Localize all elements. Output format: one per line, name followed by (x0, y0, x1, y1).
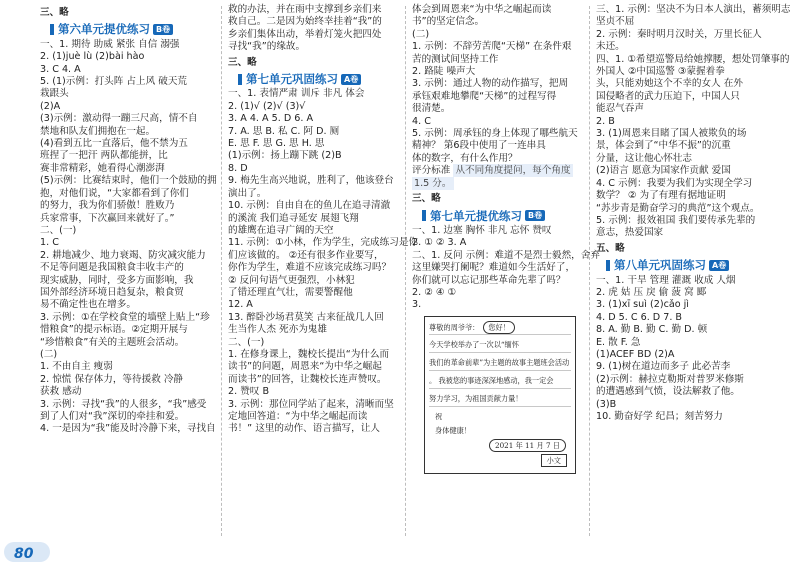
answer-text: “苏步青是勤奋学习的典范”这个观点。 (596, 202, 760, 214)
answer-text: 不足等问题是我国粮食丰收丰产的 (40, 262, 184, 274)
answer-line (596, 91, 768, 103)
answer-line (40, 374, 214, 386)
answer-text: 而读书”的回答，让魏校长连声赞叹。 (228, 373, 387, 385)
answer-text: “珍惜粮食”有关的主题班会活动。 (40, 336, 185, 348)
answer-line (412, 78, 582, 90)
answer-text: 体的数字，有什么作用？ (412, 152, 518, 164)
answer-text: 景，体会到了“中华不振”的沉重 (596, 140, 731, 152)
answer-text: 1. 在修身课上，魏校长提出“为什么而 (228, 348, 390, 360)
answer-text: 的努力，我为你们骄傲！胜败乃 (40, 200, 175, 212)
answer-line (40, 275, 214, 287)
answer-line (40, 126, 214, 138)
answer-text: 班捏了一把汗 两队都能拼，比 (40, 150, 168, 162)
answer-text: 救自己。二是因为始终幸挂着“我”的 (228, 16, 382, 28)
answer-line (596, 374, 768, 386)
answer-text: 五、略 (596, 242, 625, 254)
answer-text: 的溪流 我们追寻延安 展翅飞翔 (228, 212, 359, 224)
answer-line (228, 150, 398, 162)
answer-text: 3. 示例：寻找“我”的人很多，“我”感受 (40, 398, 207, 410)
answer-text: 2. 虎 姑 压 戾 偷 菠 窝 郾 (596, 286, 707, 298)
answer-text: (1)ACEF BD (2)A (596, 348, 675, 360)
answer-text: 你们就可以忘记那些革命先辈了吗？ (412, 274, 566, 286)
letter-greeting-row (429, 321, 571, 335)
answer-text: 一、1. 期待 助威 紧张 自信 溺强 (40, 38, 180, 50)
answer-text: 二、1. 反问 示例：难道不是烈士毅然，舍弃 (412, 249, 600, 261)
answer-line (412, 41, 582, 53)
answer-line (228, 423, 398, 435)
answer-text: 精神？ 第6段中使用了一连串具 (412, 140, 546, 152)
answer-text: 4. C 示例：我要为我们为实现全学习 (596, 177, 753, 189)
column-divider-1 (221, 6, 222, 536)
answer-line (228, 337, 398, 349)
answer-line (596, 386, 768, 398)
answer-text: (3)B (596, 398, 617, 410)
answer-text: 很清楚。 (412, 103, 451, 115)
answer-text: 3. 示例：通过人物的动作描写，把周 (412, 78, 569, 90)
answer-line (40, 175, 217, 187)
answer-text: 3. 示例：①在学校食堂的墙壁上贴上“珍 (40, 311, 210, 323)
answer-line (228, 163, 398, 175)
answer-text: 4. C (412, 115, 431, 127)
answer-line (596, 178, 768, 190)
answer-line (40, 113, 214, 125)
answer-line (228, 200, 398, 212)
answer-text: 2. ② ④ ① (412, 286, 457, 298)
section-title (422, 210, 582, 222)
answer-line (412, 66, 582, 78)
answer-text: 体会到周恩来“为中华之崛起而读 (412, 4, 552, 15)
answer-line (40, 88, 214, 100)
letter-date: 2021 年 11 月 7 日 (489, 439, 566, 452)
answer-line (412, 275, 582, 287)
answer-line (40, 287, 214, 299)
answer-text: 2. 示例：秦时明月汉时关，万里长征人 (596, 28, 762, 40)
answer-line (596, 53, 790, 66)
answer-text: 赛非常精彩，她看得心潮澎湃 (40, 162, 165, 174)
answer-line (228, 250, 398, 262)
answer-line (228, 188, 398, 200)
answer-line (40, 337, 214, 349)
answer-line (228, 41, 398, 53)
section-title-text: 第七单元巩固练习 (246, 72, 338, 87)
answer-text: 7. A. 思 B. 私 C. 阿 D. 厕 (228, 125, 340, 137)
section-title (606, 259, 768, 271)
section-level-badge: B卷 (153, 24, 173, 35)
answer-line (596, 312, 768, 324)
answer-line (228, 138, 398, 150)
answer-text: (二) (412, 28, 430, 40)
answer-line (412, 237, 582, 249)
answer-text: 2. 耕地减少、地力衰竭、防灾减灾能力 (40, 249, 206, 261)
answer-line (412, 91, 582, 103)
answer-line (40, 250, 214, 262)
answer-line (40, 51, 214, 63)
section-heading (596, 243, 768, 255)
answer-text: 2. 赞叹 B (228, 386, 270, 398)
answer-text: 2. 路陡 噪声大 (412, 66, 476, 78)
answer-line (596, 324, 768, 336)
answer-text: 1. 示例：不辞劳苦爬“天梯” 在条件艰 (412, 41, 572, 53)
answer-text: 定地回答道：“为中华之崛起而读 (228, 411, 368, 422)
section-title-text: 第七单元提优练习 (430, 208, 522, 223)
letter-line: 。 我被您的事迹深深地感动，我一定会 (429, 375, 571, 389)
answer-line (596, 4, 791, 16)
answer-line (40, 237, 214, 249)
answer-line (596, 399, 768, 411)
answer-line (228, 324, 398, 336)
answer-text: 们应该做的。 ②还有很多作业要写， (228, 249, 384, 261)
answer-text: 8. D (228, 162, 248, 174)
scoring-note: 从不同角度提问，每个角度 (455, 165, 571, 177)
answer-text: 能忍气吞声 (596, 103, 644, 115)
answer-line (228, 88, 398, 100)
answer-text: 外国人 ②中国巡警 ③蒙握着拳 (596, 66, 725, 78)
answer-text: 栽跟头 (40, 88, 69, 100)
title-marker-icon (606, 260, 610, 271)
answer-line (412, 29, 582, 41)
section-heading (412, 193, 582, 205)
answer-line (228, 399, 398, 411)
answer-text: 救的办法，并在雨中支撑到乡亲们来 (228, 4, 382, 15)
answer-text: 国外部经济环境日趋复杂，粮食贸 (40, 286, 184, 298)
answer-text: 兵家常事，下次赢回来就好了。” (40, 212, 175, 224)
section-level-badge: B卷 (525, 210, 545, 221)
answer-line (228, 374, 398, 386)
letter-line: 身体健康！ (435, 425, 471, 435)
answer-line (412, 103, 582, 115)
answer-text: 2. (1)√ (2)√ (3)√ (228, 100, 306, 112)
answer-text: 坚贞不屈 (596, 16, 635, 28)
section-title-text: 第八单元巩固练习 (614, 258, 706, 273)
answer-line (228, 361, 398, 373)
answer-line (596, 287, 768, 299)
answer-line (228, 4, 398, 16)
answer-line (40, 349, 214, 361)
answer-line (40, 163, 214, 175)
letter-line: 努力学习，为祖国贡献力量！ (429, 393, 571, 407)
answer-line (40, 299, 214, 311)
answer-text: ② 反问句语气更强烈，小林犯 (228, 274, 355, 286)
answer-text: (2)示例：赫拉克勒斯对普罗米修斯 (596, 373, 744, 385)
answer-line (40, 200, 214, 212)
answer-line (228, 29, 398, 41)
answer-text: 一、1. 表情严肃 训斥 非凡 体会 (228, 88, 365, 100)
answer-line (228, 101, 398, 113)
answer-text: 获救 感动 (40, 386, 82, 398)
answer-text: 5. 示例：周承钰的身上体现了哪些航天 (412, 128, 578, 140)
answer-text: 二、(一) (40, 224, 77, 236)
answer-text: 惜粮食”的提示标语。②定期开展与 (40, 324, 188, 336)
answer-text: 3. 示例：那位同学站了起来，清晰而坚 (228, 398, 394, 410)
answer-line (40, 411, 214, 423)
answer-line (228, 16, 398, 28)
answer-line (412, 54, 582, 66)
answer-line (596, 215, 768, 227)
answer-text: (二) (40, 348, 58, 360)
answer-text: 乡亲们集体出动，举着灯笼火把四处 (228, 28, 382, 40)
answer-text: 现实威胁，同时，受多方面影响，我 (40, 274, 194, 286)
answer-text: 评分标准 (412, 165, 451, 177)
answer-text: 苦的测试间坚持工作 (412, 53, 499, 65)
answer-text: 演出了。 (228, 187, 267, 199)
answer-text: 2. ① ② 3. A (412, 237, 467, 249)
answer-text: 10. 示例：自由自在的鱼儿在追寻清澈 (228, 200, 391, 212)
answer-line (412, 165, 582, 177)
answer-line (596, 103, 768, 115)
answer-line (40, 188, 214, 200)
answer-line (40, 225, 214, 237)
answer-line (412, 128, 582, 140)
answer-text: 读书”的问题，周恩来“为中华之崛起 (228, 361, 382, 373)
answer-line (596, 349, 768, 361)
answer-line: 3. (412, 299, 422, 311)
answer-text: 5. (1)示例：打头阵 占上风 破天荒 (40, 76, 188, 88)
answer-line (596, 16, 768, 28)
answer-text: 这里嫌哭打阑呢？难道如今生活好了， (412, 262, 576, 274)
answer-line (228, 126, 398, 138)
answer-line (596, 116, 768, 128)
answer-text: 一、1. 边塞 胸怀 非凡 忘怀 赞叹 (412, 224, 552, 236)
section-level-badge: A卷 (709, 260, 729, 271)
answer-line (228, 287, 398, 299)
answer-text: 数学？ ② 为了有理有据地证明 (596, 190, 726, 202)
answer-text: 一、1. 干旱 管理 灌溉 收成 人烟 (596, 274, 736, 286)
answer-text: E. 思 F. 思 G. 思 H. 思 (228, 138, 325, 150)
section-heading (228, 57, 398, 69)
answer-text: 的雄鹰在追寻广阔的天空 (228, 224, 334, 236)
section-heading (40, 7, 214, 19)
letter-signature: 小文 (541, 454, 567, 467)
answer-text: 3. C 4. A (40, 63, 81, 75)
answer-line (596, 227, 768, 239)
answer-text: 1. 不由自主 瘦弱 (40, 361, 113, 373)
answer-text: 3. (1)xī suì (2)cǎo jì (596, 299, 689, 311)
answer-text: 二、(一) (228, 336, 265, 348)
answer-line (412, 4, 582, 16)
answer-text: 11. 示例：①小林，作为学生，完成练习是你 (228, 237, 419, 249)
answer-line (596, 128, 768, 140)
answer-text: 4. 一是因为“我”能及时冷静下来，寻找自 (40, 423, 216, 435)
answer-text: (3)示例：激动得一蹦三尺高，情不自 (40, 113, 198, 125)
answer-line (40, 399, 214, 411)
answer-text: (2)A (40, 100, 61, 112)
answer-line (40, 312, 214, 324)
answer-line (596, 153, 768, 165)
page-number: 80 (14, 545, 34, 562)
title-marker-icon (422, 210, 426, 221)
answer-line (412, 249, 600, 262)
answer-text: 抱，对他们说，“大家都看到了你们 (40, 187, 189, 199)
letter-line: 今天学校举办了一次以“缅怀 (429, 339, 571, 353)
answer-text: 禁地和队友们拥抱在一起。 (40, 125, 156, 137)
answer-line (596, 165, 768, 177)
answer-text: 1.5 分。 (414, 177, 452, 189)
answer-line (596, 337, 768, 349)
answer-line (40, 39, 214, 51)
answer-text: 2. (1)juè lù (2)bài hào (40, 51, 145, 63)
answer-line (40, 138, 214, 150)
answer-line (40, 386, 214, 398)
answer-line (40, 76, 214, 88)
answer-line (228, 213, 398, 225)
answer-text: 5. 示例：报效祖国 我们要传承先辈的 (596, 214, 756, 226)
answer-line (412, 225, 582, 237)
answer-text: 8. A. 勤 B. 勤 C. 勤 D. 顿 (596, 324, 708, 336)
title-marker-icon (50, 24, 54, 35)
answer-line (228, 312, 398, 324)
answer-text: 3. A 4. A 5. D 6. A (228, 113, 314, 125)
answer-line (412, 116, 582, 128)
answer-text: 意志，热爱国家 (596, 227, 664, 239)
answer-text: 你作为学生，难道不应该完成练习吗？ (228, 262, 392, 274)
answer-line (228, 275, 398, 287)
answer-line (596, 41, 768, 53)
answer-text: 书！” 这里的动作、语言描写，让人 (228, 423, 380, 435)
answer-line (596, 29, 768, 41)
answer-line (228, 175, 398, 187)
answer-line (40, 361, 214, 373)
answer-text: 分量，这让他心怀壮志 (596, 152, 692, 164)
section-title (238, 73, 398, 85)
answer-line (596, 275, 768, 287)
answer-line (412, 140, 582, 152)
answer-column-3 (412, 4, 600, 540)
answer-text: (2)语言 愿意为国家作贡献 爱国 (596, 165, 731, 177)
letter-line: 我们的革命前辈”为主题的故事主题班会活动 (429, 357, 571, 371)
answer-line (596, 299, 768, 311)
answer-text: 了错还理直气壮，需要警醒他 (228, 286, 353, 298)
answer-line (228, 262, 398, 274)
answer-text: (4)看到五比一直落后，他不禁为五 (40, 138, 188, 150)
answer-line (596, 140, 768, 152)
answer-text: (5)示例：比赛结束时，他们一个鼓励的拥 (40, 175, 217, 187)
answer-line (596, 190, 768, 202)
answer-text: (1)示例：扬上蹦下跳 (2)B (228, 150, 342, 162)
answer-text: 三、略 (228, 56, 257, 68)
letter-greeting: 尊敬的周爷爷： (429, 322, 480, 332)
answer-text: E. 散 F. 急 (596, 336, 641, 348)
answer-column-2 (228, 4, 419, 540)
answer-text: 承钰艰难地攀爬“天梯”的过程写得 (412, 90, 557, 102)
letter-greeting-tag: 您好！ (483, 321, 515, 334)
answer-text: 易不确定性也在增多。 (40, 299, 136, 311)
answer-text: 3. (1)周恩来目睹了国人被欺负的场 (596, 128, 747, 140)
answer-text: 书”的坚定信念。 (412, 16, 485, 28)
answer-line (40, 423, 214, 435)
answer-line (40, 213, 214, 225)
column-divider-2 (405, 6, 406, 536)
answer-line (228, 299, 398, 311)
answer-line (228, 386, 398, 398)
answer-line (40, 101, 214, 113)
answer-text: 三、略 (40, 7, 69, 18)
answer-text: 2. 惊慌 保存体力，等待援救 冷静 (40, 373, 184, 385)
answer-text: 四、1. ①希望巡警局给她撑腰，想处罚肇事的 (596, 53, 790, 65)
answer-line (228, 113, 398, 125)
answer-line (40, 150, 214, 162)
answer-line (596, 203, 768, 215)
answer-column-4 (596, 4, 791, 540)
answer-text: 头，只能劝她这个不幸的女人 在外 (596, 78, 743, 90)
answer-text: 三、略 (412, 193, 441, 205)
answer-line (412, 16, 582, 28)
answer-line (412, 178, 582, 190)
answer-line (596, 361, 768, 373)
handwritten-letter (424, 316, 576, 474)
answer-text: 寻找“我”的缘故。 (228, 41, 306, 53)
answer-text: 的遭遇感到气愤，设法解救了他。 (596, 386, 740, 398)
answer-text: 10. 勤奋好学 纪昌；刻苦努力 (596, 411, 723, 422)
answer-line (228, 225, 398, 237)
answer-line (228, 411, 398, 423)
answer-text: 4. D 5. C 6. D 7. B (596, 311, 683, 323)
answer-text: 2. B (596, 115, 615, 127)
answer-line (228, 349, 398, 361)
answer-line (596, 411, 768, 423)
answer-text: 1. C (40, 237, 59, 249)
answer-line (228, 237, 419, 249)
answer-line (40, 324, 214, 336)
answer-text: 未还。 (596, 41, 625, 53)
column-divider-3 (589, 6, 590, 536)
title-marker-icon (238, 74, 242, 85)
answer-column-1 (40, 4, 217, 540)
answer-text: 国侵略者的武力压迫下，中国人只 (596, 90, 740, 102)
section-title-text: 第六单元提优练习 (58, 22, 150, 37)
answer-text: 到了人们对“我”深切的牵挂和爱。 (40, 411, 185, 422)
answer-line (40, 64, 214, 76)
answer-line (40, 262, 214, 274)
answer-line (596, 78, 768, 90)
answer-text: 12. A (228, 299, 253, 311)
section-title (50, 23, 214, 35)
answer-text: 13. 醉卧沙场君莫笑 古来征战几人回 (228, 311, 384, 323)
answer-text: 生当作人杰 死亦为鬼雄 (228, 324, 327, 336)
answer-text: 9. (1)树在道边而多子 此必苦李 (596, 361, 731, 373)
answer-text: 9. 梅先生高兴地说，胜利了，他该登台 (228, 175, 394, 187)
answer-line (412, 287, 582, 299)
answer-line (412, 262, 582, 274)
answer-text: 三、1. 示例：坚决不为日本人演出，蓄须明志 (596, 4, 791, 15)
section-level-badge: A卷 (341, 74, 361, 85)
letter-line: 祝 (435, 411, 443, 421)
answer-line (596, 66, 768, 78)
